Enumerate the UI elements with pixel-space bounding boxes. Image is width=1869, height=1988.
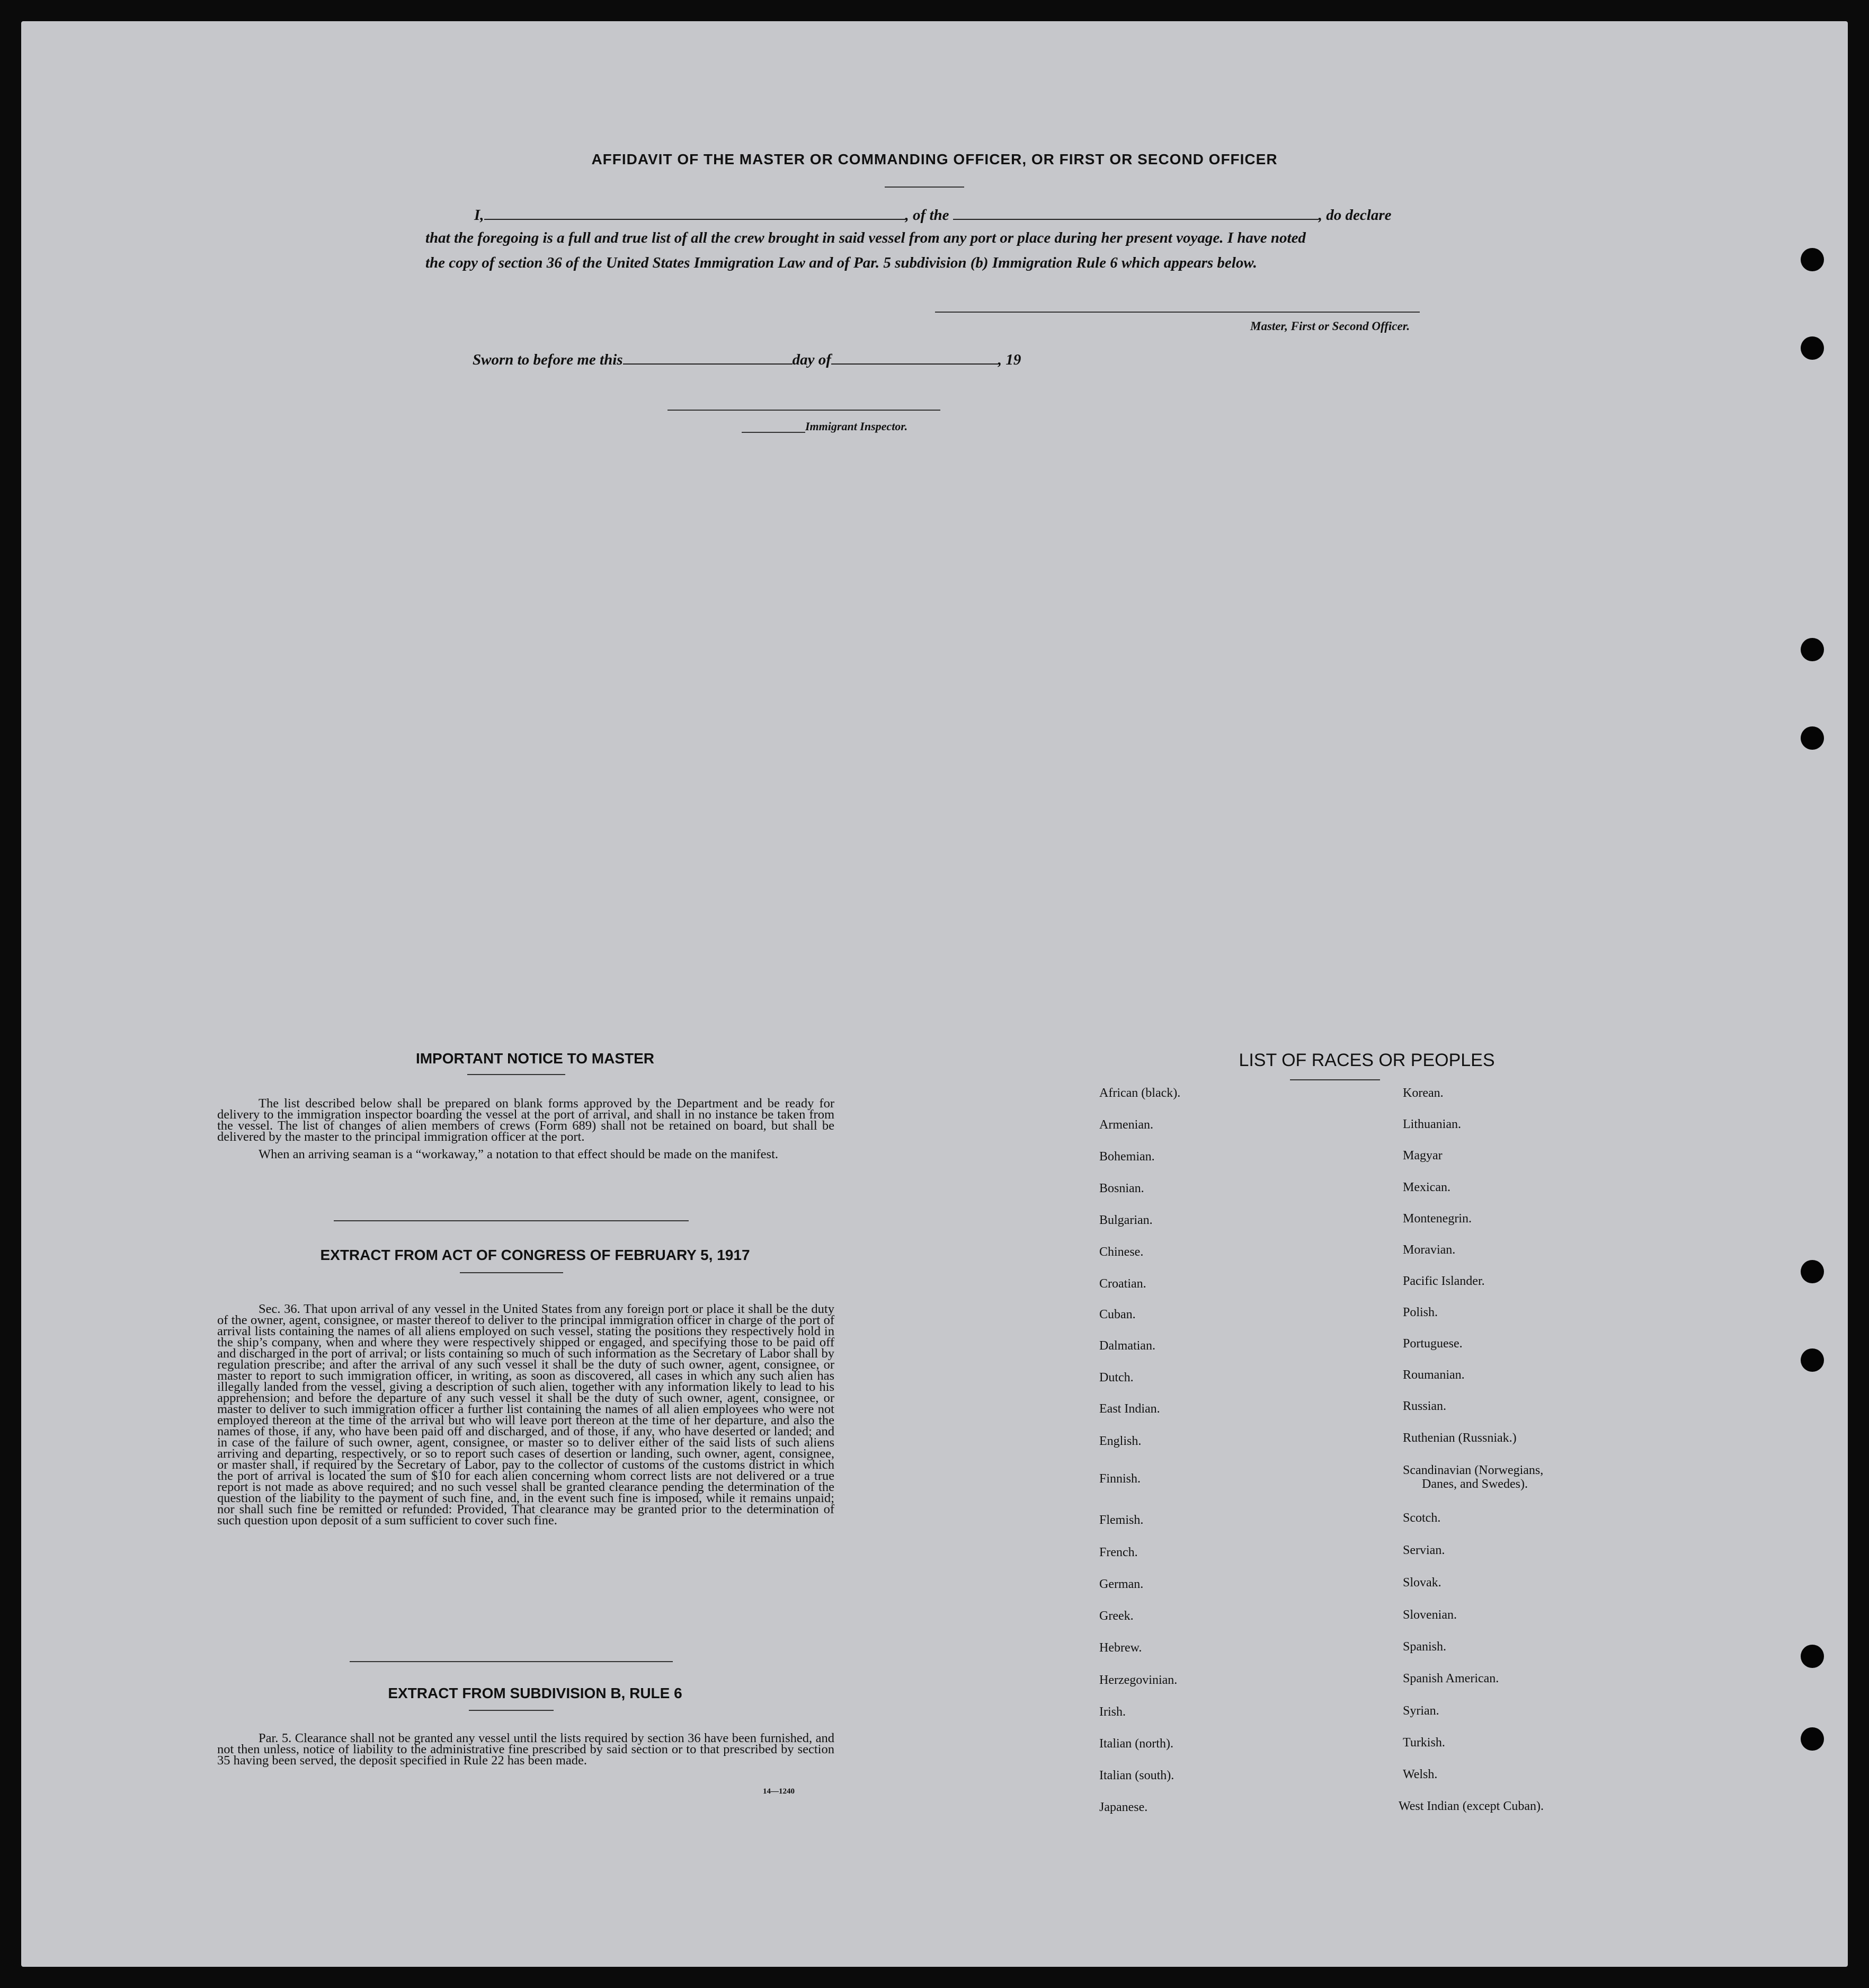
race-item: Mexican. <box>1403 1181 1450 1194</box>
sworn-day-blank[interactable] <box>623 349 793 365</box>
affidavit-title-underline <box>885 187 964 188</box>
race-item: French. <box>1099 1546 1138 1559</box>
section-divider-2 <box>350 1661 673 1662</box>
race-item: Italian (north). <box>1099 1737 1173 1751</box>
notice-title-underline <box>467 1074 565 1075</box>
notice-body <box>217 1098 834 1160</box>
race-item: Irish. <box>1099 1705 1126 1719</box>
declaration-i: I, <box>474 207 484 224</box>
binder-hole-7 <box>1801 1645 1824 1668</box>
affidavit-title: AFFIDAVIT OF THE MASTER OR COMMANDING OFFICER, OR FIRST OR SECOND OFFICER <box>591 151 1278 167</box>
race-item: Danes, and Swedes). <box>1422 1477 1528 1491</box>
race-item: Herzegovinian. <box>1099 1673 1178 1687</box>
race-item: Turkish. <box>1403 1736 1445 1750</box>
binder-hole-3 <box>1801 638 1824 661</box>
races-title: LIST OF RACES OR PEOPLES <box>1239 1050 1495 1070</box>
race-item: Welsh. <box>1403 1768 1438 1781</box>
notice-paragraph-2: When an arriving seaman is a “workaway,” a notation to that effect should be made on the manifest. <box>259 1147 779 1161</box>
race-item: Slovak. <box>1403 1576 1441 1590</box>
race-item: Dutch. <box>1099 1371 1134 1384</box>
inspector-signature-line[interactable] <box>668 410 940 411</box>
declaration-of-the: , of the <box>905 207 949 224</box>
race-item: Armenian. <box>1099 1118 1153 1132</box>
race-item: Dalmatian. <box>1099 1339 1155 1353</box>
affidavit-text-line-2: that the foregoing is a full and true list of all the crew brought in said vessel from any port or place during her present voyage. I have noted <box>425 229 1306 246</box>
master-signature-line[interactable] <box>935 312 1420 313</box>
act-title: EXTRACT FROM ACT OF CONGRESS OF FEBRUARY 5, 1917 <box>320 1247 750 1263</box>
act-title-underline <box>460 1272 563 1273</box>
rule-title-underline <box>469 1710 554 1711</box>
race-item: Syrian. <box>1403 1704 1439 1718</box>
document-page <box>21 21 1848 1967</box>
race-item: Pacific Islander. <box>1403 1274 1485 1288</box>
race-item: Montenegrin. <box>1403 1212 1472 1226</box>
name-blank[interactable] <box>484 204 905 220</box>
declaration-do-declare: , do declare <box>1318 207 1392 224</box>
sworn-line <box>473 349 1021 369</box>
race-item: Servian. <box>1403 1543 1445 1557</box>
race-item: Cuban. <box>1099 1308 1136 1321</box>
race-item: Bohemian. <box>1099 1150 1155 1164</box>
race-item: Roumanian. <box>1403 1368 1465 1382</box>
affidavit-text-line-3: the copy of section 36 of the United States Immigration Law and of Par. 5 subdivision (b) Immigration Rule 6 which appears below. <box>425 254 1257 271</box>
binder-hole-8 <box>1801 1727 1824 1751</box>
race-item: Italian (south). <box>1099 1769 1174 1782</box>
race-item: Chinese. <box>1099 1245 1144 1259</box>
race-item: Spanish. <box>1403 1640 1447 1654</box>
act-section-36-text <box>217 1303 834 1526</box>
race-item: Bosnian. <box>1099 1182 1144 1195</box>
form-number: 14—1240 <box>763 1787 795 1796</box>
race-item: Hebrew. <box>1099 1641 1142 1655</box>
sworn-year: , 19 <box>998 351 1021 368</box>
race-item: Portuguese. <box>1403 1337 1463 1351</box>
notice-paragraph-1: The list described below shall be prepared on blank forms approved by the Department and be ready for delivery to the immigration inspector boarding the vessel at the port of arrival, and shall in no instance be taken from the vessel. The list of changes of alien members of crews (Form 689) shall not be retained on board, but shall be delivered by the master to the principal immigration officer at the port. <box>217 1096 834 1144</box>
binder-hole-4 <box>1801 726 1824 750</box>
race-item: Greek. <box>1099 1609 1134 1623</box>
race-item: African (black). <box>1099 1086 1181 1100</box>
race-item: Polish. <box>1403 1306 1438 1319</box>
affidavit-declaration-line <box>474 204 1391 224</box>
sworn-text: Sworn to before me this <box>473 351 623 368</box>
rule-title: EXTRACT FROM SUBDIVISION B, RULE 6 <box>388 1685 682 1701</box>
race-item: Ruthenian (Russniak.) <box>1403 1431 1517 1445</box>
rule-paragraph: Par. 5. Clearance shall not be granted any vessel until the lists required by section 36 have been furnished, and not then unless, notice of liability to the administrative fine prescribed by said section or to that prescribed by section 35 having been served, the deposit specified in Rule 22 has been made. <box>217 1731 834 1768</box>
inspector-label: Immigrant Inspector. <box>805 420 908 433</box>
race-item: Japanese. <box>1099 1800 1148 1814</box>
race-item: English. <box>1099 1434 1142 1448</box>
sworn-day-of: day of <box>792 351 831 368</box>
race-item: Lithuanian. <box>1403 1117 1461 1131</box>
vessel-blank[interactable] <box>953 204 1319 220</box>
binder-hole-2 <box>1801 336 1824 360</box>
race-item: Russian. <box>1403 1399 1447 1413</box>
binder-hole-5 <box>1801 1260 1824 1283</box>
rule-paragraph-text <box>217 1733 834 1766</box>
race-item: East Indian. <box>1099 1402 1160 1416</box>
race-item: Scandinavian (Norwegians, <box>1403 1463 1544 1477</box>
inspector-short-line <box>742 432 805 433</box>
race-item: Korean. <box>1403 1086 1444 1100</box>
race-item: Spanish American. <box>1403 1672 1499 1685</box>
section-divider-1 <box>334 1220 689 1221</box>
race-item: Moravian. <box>1403 1243 1456 1257</box>
race-item: West Indian (except Cuban). <box>1399 1799 1544 1813</box>
race-item: Flemish. <box>1099 1513 1144 1527</box>
race-item: Bulgarian. <box>1099 1213 1153 1227</box>
notice-title: IMPORTANT NOTICE TO MASTER <box>415 1050 655 1067</box>
binder-hole-1 <box>1801 248 1824 271</box>
master-signature-label: Master, First or Second Officer. <box>1250 320 1410 333</box>
binder-hole-6 <box>1801 1348 1824 1372</box>
race-item: Croatian. <box>1099 1277 1146 1291</box>
act-paragraph: Sec. 36. That upon arrival of any vessel in the United States from any foreign port or place it shall be the duty of the owner, agent, consignee, or master thereof to deliver to the principal immigration officer in charge of the port of arrival lists containing the names of all aliens employed on such vessel, stating the positions they respectively hold in the ship’s company, when and where they were respectively shipped or engaged, and specifying those to be paid off and discharged in the port of arrival; or lists containing so much of such information as the Secretary of Labor shall by regulation prescribe; and after the arrival of any such vessel it shall be the duty of such owner, agent, consignee, or master to report to such immigration officer, in writing, as soon as discovered, all cases in which any such alien has illegally landed from the vessel, giving a description of such alien, together with any information likely to lead to his apprehension; and before the departure of any such vessel it shall be the duty of such owner, agent, consignee, or master to deliver to such immigration officer a further list containing the names of all alien employees who were not employed thereon at the time of the arrival but who will leave port thereon at the time of her departure, and also the names of those, if any, who have been paid off and discharged, and of those, if any, who have deserted or landed; and in case of the failure of such owner, agent, consignee, or master so to deliver either of the said lists of such aliens arriving and departing, respectively, or so to report such cases of desertion or landing, such owner, agent, consignee, or master shall, if required by the Secretary of Labor, pay to the collector of customs of the customs district in which the port of arrival is located the sum of $10 for each alien concerning whom correct lists are not delivered or a true report is not made as above required; and no such vessel shall be granted clearance pending the determination of the question of the liability to the payment of such fine, and, in the event such fine is imposed, while it remains unpaid; nor shall such fine be remitted or refunded: Provided, That clearance may be granted prior to the determination of such question upon deposit of a sum sufficient to cover such fine. <box>217 1302 834 1528</box>
race-item: Magyar <box>1403 1149 1443 1162</box>
race-item: Scotch. <box>1403 1511 1441 1525</box>
race-item: Finnish. <box>1099 1472 1141 1486</box>
races-title-underline <box>1290 1079 1380 1080</box>
race-item: Slovenian. <box>1403 1608 1457 1622</box>
sworn-month-blank[interactable] <box>831 349 998 365</box>
race-item: German. <box>1099 1577 1144 1591</box>
